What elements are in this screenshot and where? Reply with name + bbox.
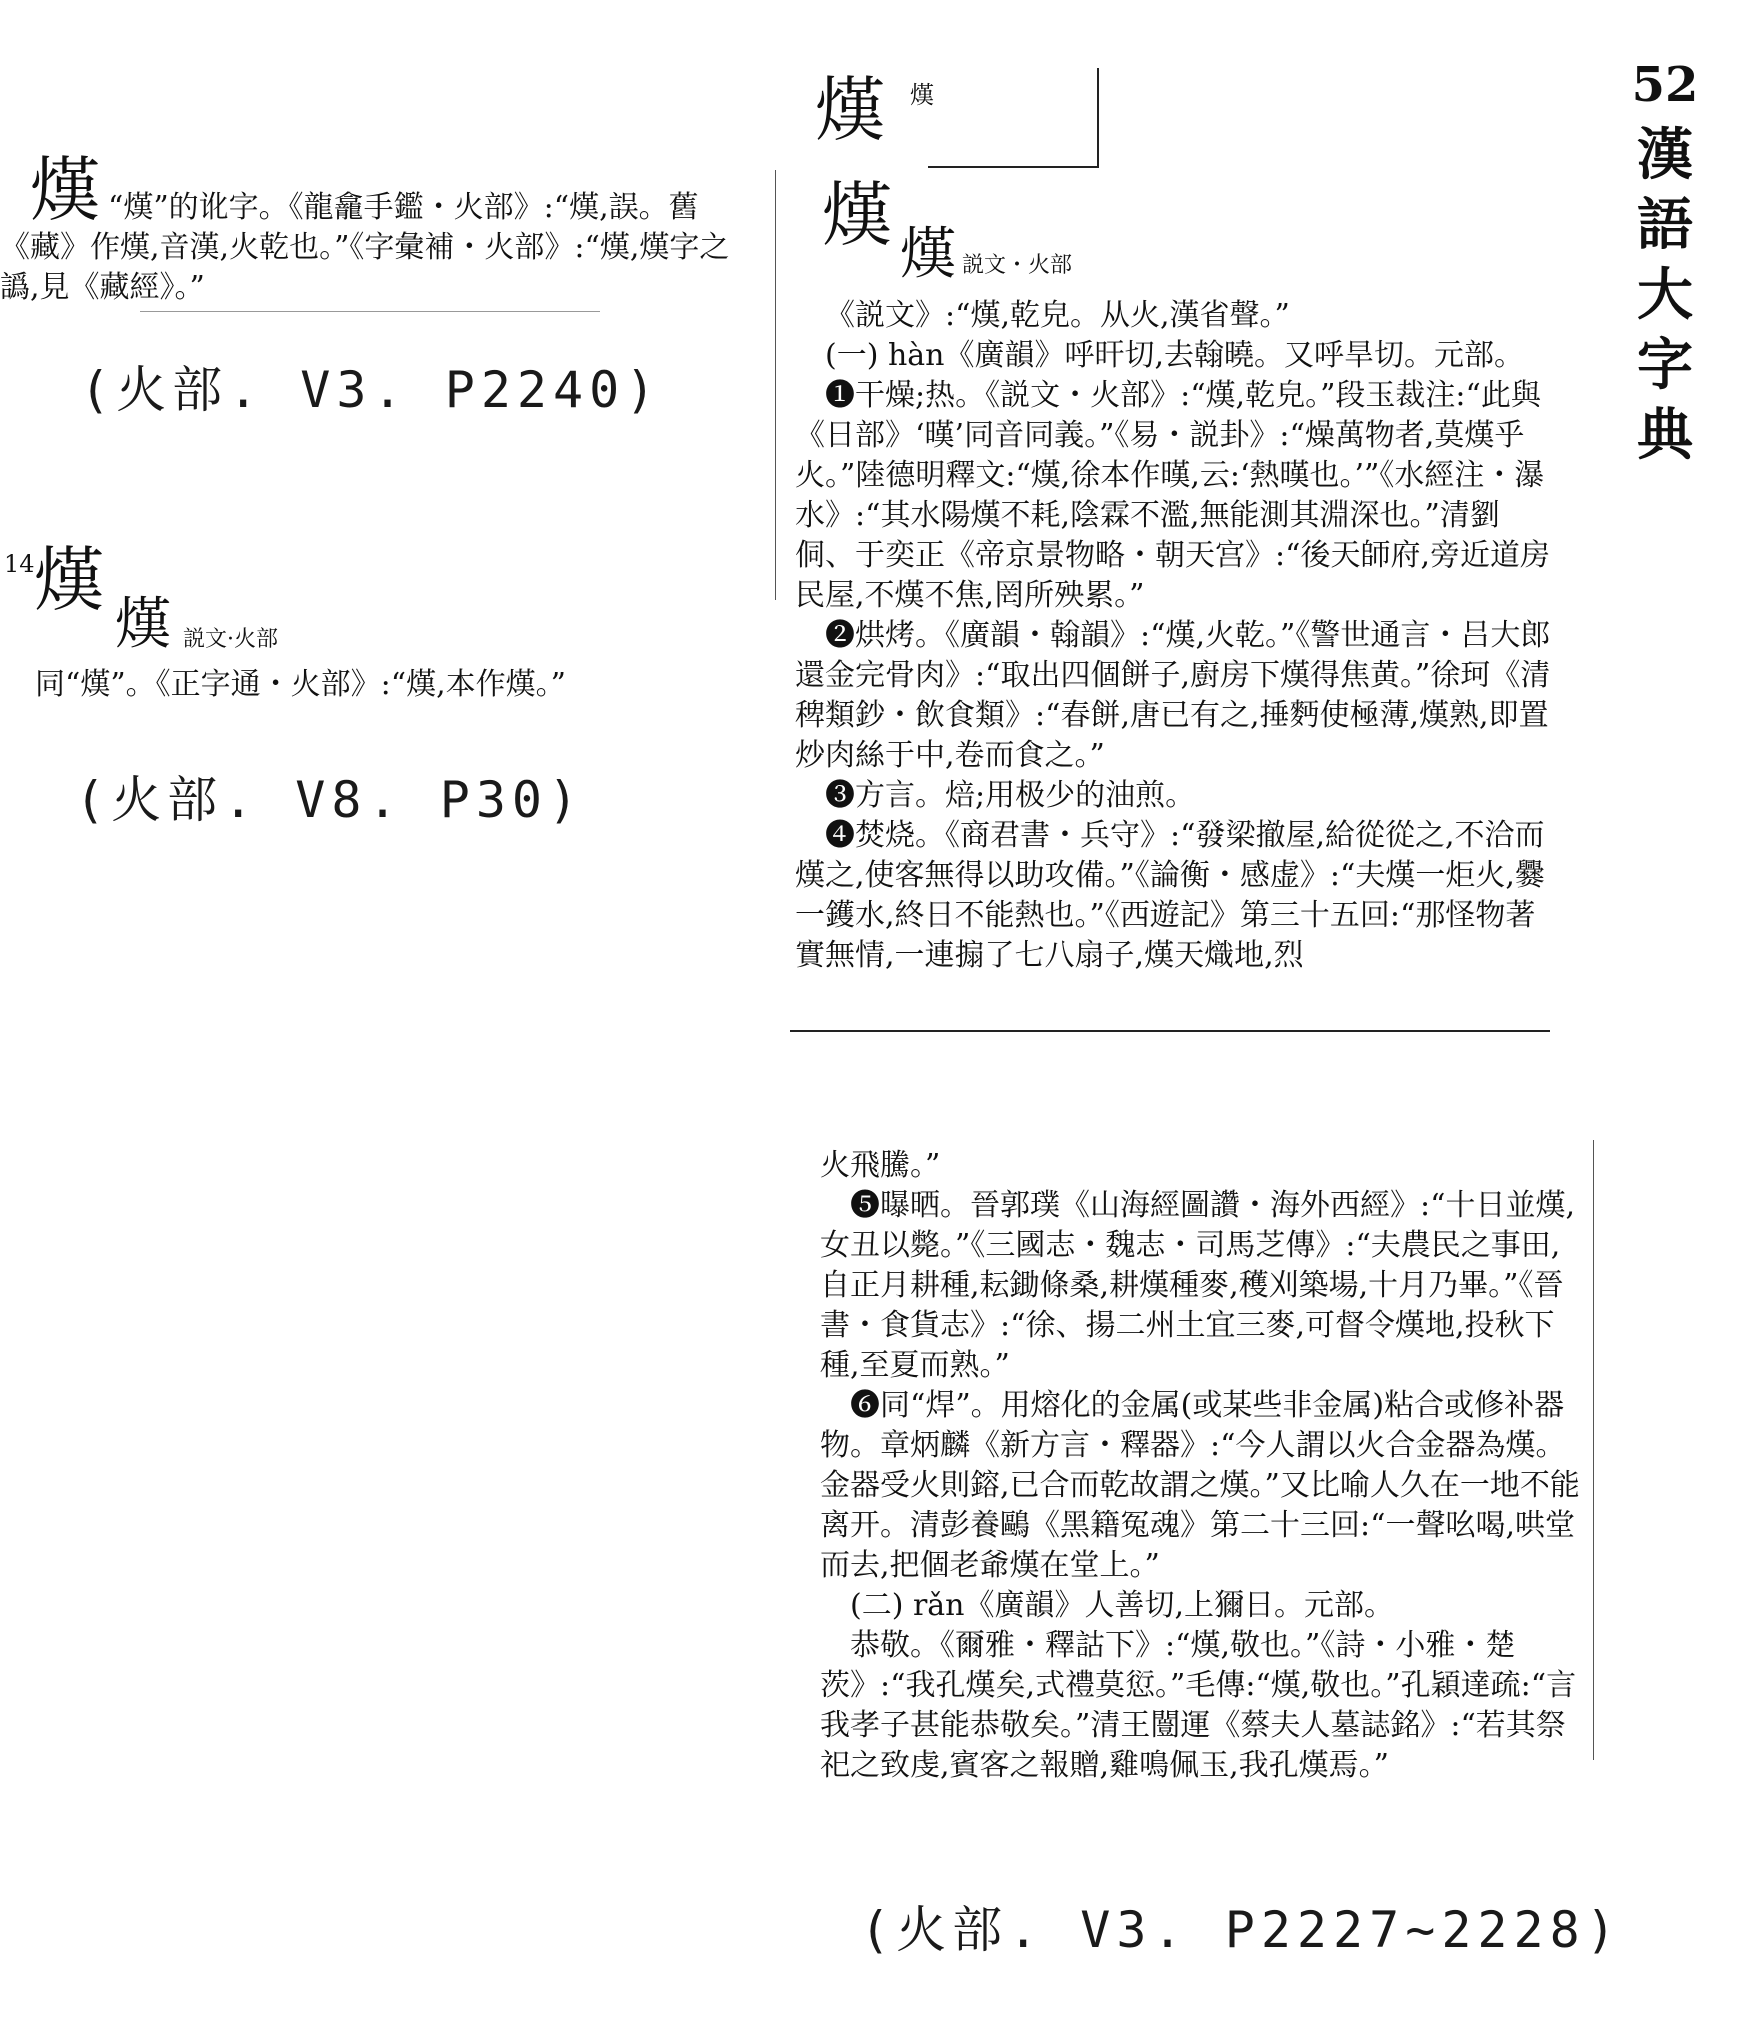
sense-5: ❺曝晒。晉郭璞《山海經圖讚・海外西經》:“十日並熯,女丑以斃。”《三國志・魏志・司馬芝傳》:“夫農民之事田,自正月耕種,耘鋤條桑,耕熯種麥,穫刈築場,十月乃畢。”《晉書・食貨志》:“徐、揚二州土宜三麥,可督令熯地,投秋下種,至夏而熟。”: [820, 1188, 1575, 1383]
header-box-right-border: [1097, 68, 1099, 168]
sense-1: ❶干燥;热。《説文・火部》:“熯,乾皃。”段玉裁注:“此與《日部》‘暵’同音同義。”《易・説卦》:“燥萬物者,莫熯乎火。”陸德明釋文:“熯,徐本作暵,云:‘熱暵也。’”《水經注・瀑水》:“其水陽熯不耗,陰霖不濫,無能測其淵深也。”清劉侗、于奕正《帝京景物略・朝天宫》:“後天師府,旁近道房民屋,不熯不焦,罔所殃累。”: [795, 378, 1550, 613]
header-box-char: 熯: [815, 69, 885, 151]
right-border: [1593, 1140, 1594, 1760]
sense-4-continued: 火飛騰。”: [820, 1148, 941, 1183]
handwritten-annotation: (火部. V8. P30): [75, 771, 585, 829]
right-entry-bottom: [820, 1146, 1580, 1786]
source-label: 説文・火部: [962, 253, 1073, 278]
pronunciation-ran: (二) rǎn《廣韻》人善切,上獮日。元部。: [850, 1588, 1395, 1623]
header-box: [815, 65, 1100, 165]
handwritten-annotation: (火部. V3. P2227~2228): [860, 1901, 1622, 1959]
entry-head-char: 熯: [34, 539, 104, 621]
entry-head-char: 熯: [30, 149, 100, 231]
seal-script-char: 熯: [900, 222, 956, 287]
left-entry-2: [0, 540, 770, 720]
sense-respect: 恭敬。《爾雅・釋詁下》:“熯,敬也。”《詩・小雅・楚茨》:“我孔熯矣,式禮莫愆。”毛傳:“熯,敬也。”孔穎達疏:“言我孝子甚能恭敬矣。”清王闓運《蔡夫人墓誌銘》:“若其祭祀之致虔,賓客之報贈,雞鳴佩玉,我孔熯焉。”: [820, 1628, 1577, 1783]
block-bottom-rule: [790, 1030, 1550, 1032]
sense-3: ❸方言。焙;用极少的油煎。: [825, 778, 1196, 813]
handwritten-annotation: (火部. V3. P2240): [80, 361, 662, 419]
sense-6: ❻同“焊”。用熔化的金属(或某些非金属)粘合或修补器物。章炳麟《新方言・釋器》:“今人謂以火合金器為熯。金器受火則鎔,已合而乾故謂之熯。”又比喻人久在一地不能离开。清彭養鷗《黑籍冤魂》第二十三回:“一聲吆喝,哄堂而去,把個老爺熯在堂上。”: [820, 1388, 1580, 1583]
page-number: 52: [1631, 57, 1699, 113]
sense-2: ❷烘烤。《廣韻・翰韻》:“熯,火乾。”《警世通言・吕大郎還金完骨肉》:“取出四個餅子,廚房下熯得焦黄。”徐珂《清稗類鈔・飲食類》:“春餅,唐已有之,捶麪使極薄,熯熟,即置炒肉絲于中,卷而食之。”: [795, 618, 1551, 773]
stroke-count: 14: [4, 550, 35, 578]
column-divider: [775, 170, 776, 600]
divider-line: [140, 311, 600, 312]
title-char: 字: [1637, 332, 1693, 398]
book-title: [1630, 50, 1700, 470]
header-box-bottom-border: [928, 166, 1098, 168]
title-char: 漢: [1637, 122, 1693, 188]
right-entry-top: [795, 296, 1555, 976]
sense-4: ❹焚烧。《商君書・兵守》:“發梁撤屋,給從從之,不洽而熯之,使客無得以助攻備。”《論衡・感虚》:“夫熯一炬火,爨一鑊水,終日不能熱也。”《西遊記》第三十五回:“那怪物著實無情,一連搧了七八扇子,熯天熾地,烈: [795, 818, 1545, 973]
entry-definition: “熯”的讹字。《龍龕手鑑・火部》:“熯,誤。舊《藏》作熯,音漢,火乾也。”《字彙補・火部》:“熯,熯字之譌,見《藏經》。”: [0, 190, 730, 305]
seal-script-char: 熯: [115, 592, 171, 657]
source-label: 説文·火部: [183, 627, 278, 652]
title-char: 語: [1637, 192, 1693, 258]
pronunciation-han: (一) hàn《廣韻》呼旰切,去翰曉。又呼旱切。元部。: [825, 338, 1525, 373]
title-char: 大: [1637, 262, 1693, 328]
header-box-small-char: 熯: [910, 81, 934, 109]
main-head-char: 熯: [822, 174, 892, 256]
title-char: 典: [1637, 402, 1693, 468]
quote-shuowen: 《説文》:“熯,乾皃。从火,漢省聲。”: [825, 298, 1290, 333]
entry-definition: 同“熯”。《正字通・火部》:“熯,本作熯。”: [35, 667, 566, 702]
